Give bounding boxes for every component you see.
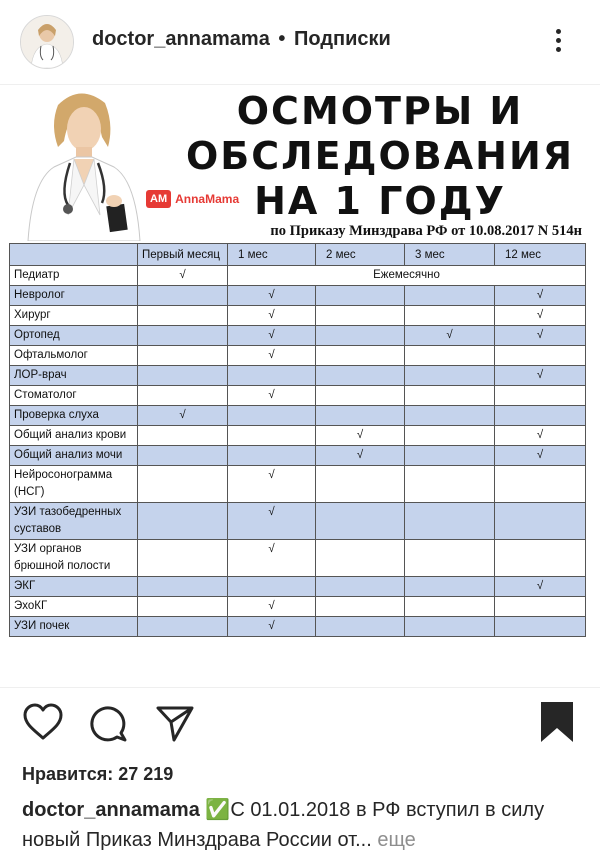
table-cell xyxy=(316,597,405,617)
poster-title xyxy=(170,89,590,224)
table-cell: √ xyxy=(495,366,586,386)
table-cell: √ xyxy=(495,286,586,306)
table-cell xyxy=(316,286,405,306)
table-cell xyxy=(316,306,405,326)
row-label: Проверка слуха xyxy=(10,406,138,426)
table-cell xyxy=(138,617,228,637)
caption-text: С 01.01.2018 в РФ вступил в силу новый Приказ Минздрава России от... xyxy=(22,799,545,851)
table-row xyxy=(10,346,586,366)
row-label: УЗИ почек xyxy=(10,617,138,637)
row-label: ЭхоКГ xyxy=(10,597,138,617)
table-cell xyxy=(495,406,586,426)
post-header xyxy=(0,0,600,84)
check-mark-icon: ✅ xyxy=(205,799,231,821)
table-cell: √ xyxy=(228,466,316,503)
row-label: Педиатр xyxy=(10,266,138,286)
row-label: УЗИ тазобедренных суставов xyxy=(10,503,138,540)
table-row xyxy=(10,466,586,503)
table-cell: √ xyxy=(228,326,316,346)
header-username[interactable]: doctor_annamama xyxy=(92,28,270,50)
table-cell: √ xyxy=(138,406,228,426)
table-cell xyxy=(138,426,228,446)
row-label: Хирург xyxy=(10,306,138,326)
action-bar xyxy=(0,700,600,746)
post-image xyxy=(0,84,600,688)
table-row xyxy=(10,597,586,617)
table-row xyxy=(10,426,586,446)
table-cell xyxy=(495,540,586,577)
post-caption xyxy=(22,795,582,855)
header-separator: • xyxy=(278,28,286,50)
table-cell xyxy=(405,406,495,426)
table-body xyxy=(10,286,586,637)
table-cell xyxy=(138,577,228,597)
table-row xyxy=(10,366,586,386)
table-row xyxy=(10,540,586,577)
table-cell xyxy=(405,346,495,366)
table-cell xyxy=(316,366,405,386)
table-cell xyxy=(495,346,586,366)
table-cell xyxy=(495,503,586,540)
table-cell: √ xyxy=(495,446,586,466)
table-cell xyxy=(495,617,586,637)
table-row xyxy=(10,577,586,597)
table-cell xyxy=(138,306,228,326)
table-cell: √ xyxy=(228,306,316,326)
row-label: УЗИ органов брюшной полости xyxy=(10,540,138,577)
table-cell xyxy=(405,286,495,306)
schedule-table xyxy=(9,243,586,637)
table-cell xyxy=(228,406,316,426)
following-link[interactable]: Подписки xyxy=(293,28,391,50)
table-cell xyxy=(228,426,316,446)
table-cell xyxy=(316,577,405,597)
table-cell xyxy=(316,346,405,366)
table-cell xyxy=(495,386,586,406)
row-label: Офтальмолог xyxy=(10,346,138,366)
table-cell xyxy=(405,426,495,446)
column-header: 2 мес xyxy=(316,244,405,266)
table-cell xyxy=(316,406,405,426)
row-label: Общий анализ мочи xyxy=(10,446,138,466)
row-label: Нейросонограмма (НСГ) xyxy=(10,466,138,503)
table-cell xyxy=(316,617,405,637)
title-line-3: НА 1 ГОДУ xyxy=(254,179,506,223)
table-row xyxy=(10,286,586,306)
title-line-2: ОБСЛЕДОВАНИЯ xyxy=(185,134,575,178)
table-cell xyxy=(405,597,495,617)
table-cell xyxy=(316,540,405,577)
row-label: ЭКГ xyxy=(10,577,138,597)
table-cell xyxy=(495,597,586,617)
table-cell: √ xyxy=(495,577,586,597)
table-cell xyxy=(405,617,495,637)
row-label: Ортопед xyxy=(10,326,138,346)
row-label: Стоматолог xyxy=(10,386,138,406)
likes-count[interactable]: Нравится: 27 219 xyxy=(22,764,174,784)
heart-icon[interactable] xyxy=(22,700,64,744)
row-label: ЛОР-врач xyxy=(10,366,138,386)
table-cell xyxy=(405,577,495,597)
table-cell xyxy=(316,386,405,406)
table-row xyxy=(10,386,586,406)
table-cell xyxy=(405,386,495,406)
table-cell xyxy=(138,346,228,366)
table-cell xyxy=(138,597,228,617)
comment-icon[interactable] xyxy=(88,700,130,744)
logo-name: AnnaMama xyxy=(175,192,240,206)
table-cell xyxy=(316,503,405,540)
table-cell: √ xyxy=(228,286,316,306)
table-cell xyxy=(316,466,405,503)
table-row xyxy=(10,306,586,326)
table-cell xyxy=(316,326,405,346)
table-cell: √ xyxy=(228,503,316,540)
logo-mark: AM xyxy=(146,190,171,208)
table-cell xyxy=(405,540,495,577)
table-cell xyxy=(138,366,228,386)
table-row xyxy=(10,503,586,540)
table-row xyxy=(10,406,586,426)
table-cell: √ xyxy=(228,617,316,637)
decree-subtitle: по Приказу Минздрава РФ от 10.08.2017 N 514н xyxy=(270,223,582,239)
caption-username[interactable]: doctor_annamama xyxy=(22,799,200,821)
table-cell xyxy=(405,306,495,326)
monthly-cell: Ежемесячно xyxy=(228,266,586,286)
table-cell: √ xyxy=(495,306,586,326)
table-cell xyxy=(138,446,228,466)
more-options-icon[interactable] xyxy=(548,26,568,58)
table-cell xyxy=(405,446,495,466)
table-cell xyxy=(228,446,316,466)
table-cell xyxy=(405,503,495,540)
table-cell xyxy=(138,326,228,346)
header-text xyxy=(92,28,391,51)
more-link[interactable]: еще xyxy=(377,829,416,851)
table-row xyxy=(10,617,586,637)
avatar[interactable] xyxy=(20,15,74,69)
column-header xyxy=(10,244,138,266)
share-icon[interactable] xyxy=(154,700,196,744)
bookmark-icon[interactable] xyxy=(536,700,578,744)
title-line-1: ОСМОТРЫ И xyxy=(236,89,524,133)
table-row xyxy=(10,446,586,466)
table-cell: √ xyxy=(495,426,586,446)
table-cell: √ xyxy=(228,386,316,406)
table-cell: √ xyxy=(405,326,495,346)
table-row xyxy=(10,266,586,286)
table-cell xyxy=(138,540,228,577)
table-cell xyxy=(405,466,495,503)
table-cell xyxy=(138,466,228,503)
table-cell xyxy=(405,366,495,386)
column-header: Первый месяц xyxy=(138,244,228,266)
table-cell: √ xyxy=(228,540,316,577)
table-cell: √ xyxy=(316,446,405,466)
table-cell: √ xyxy=(228,597,316,617)
table-cell xyxy=(138,503,228,540)
table-cell xyxy=(495,466,586,503)
table-cell xyxy=(138,386,228,406)
column-header: 3 мес xyxy=(405,244,495,266)
column-header: 12 мес xyxy=(495,244,586,266)
table-cell xyxy=(228,366,316,386)
row-label: Невролог xyxy=(10,286,138,306)
table-cell: √ xyxy=(495,326,586,346)
table-cell: √ xyxy=(228,346,316,366)
table-cell xyxy=(228,577,316,597)
table-cell xyxy=(138,286,228,306)
table-cell: √ xyxy=(316,426,405,446)
column-header: 1 мес xyxy=(228,244,316,266)
table-header-row xyxy=(10,244,586,266)
table-row xyxy=(10,326,586,346)
row-label: Общий анализ крови xyxy=(10,426,138,446)
doctor-photo xyxy=(10,85,150,241)
table-cell: √ xyxy=(138,266,228,286)
